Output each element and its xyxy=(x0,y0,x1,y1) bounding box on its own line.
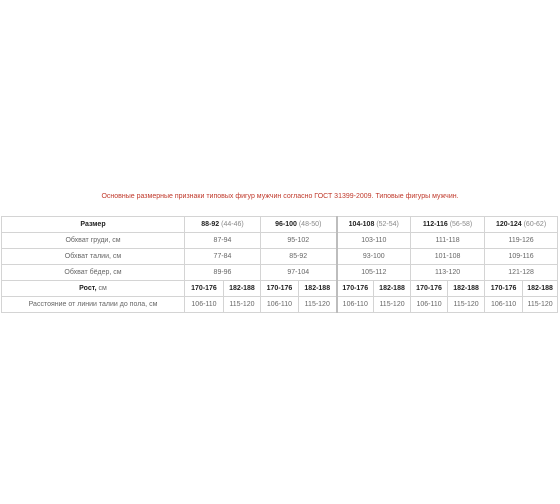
row-label: Рост, см xyxy=(2,281,185,297)
table-title: Основные размерные признаки типовых фигур мужчин согласно ГОСТ 31399-2009. Типовые фигуры мужчин. xyxy=(101,193,459,200)
size-table xyxy=(1,216,558,313)
table-cell: 170-176 xyxy=(261,281,299,297)
table-cell: 182-188 xyxy=(299,281,337,297)
table-cell: 109-116 xyxy=(485,249,558,265)
table-cell: 113-120 xyxy=(411,265,485,281)
size-header-cell: 104-108 (52-54) xyxy=(337,217,411,233)
row-label: Обхват талии, см xyxy=(2,249,185,265)
size-header-cell: 88-92 (44-46) xyxy=(185,217,261,233)
table-cell: 115-120 xyxy=(299,297,337,313)
table-cell: 77-84 xyxy=(185,249,261,265)
table-row-waist xyxy=(2,249,558,265)
table-cell: 182-188 xyxy=(448,281,485,297)
table-cell: 182-188 xyxy=(374,281,411,297)
table-cell: 170-176 xyxy=(185,281,224,297)
table-cell: 106-110 xyxy=(185,297,224,313)
table-cell: 115-120 xyxy=(523,297,558,313)
table-cell: 106-110 xyxy=(485,297,523,313)
table-cell: 87-94 xyxy=(185,233,261,249)
table-cell: 95-102 xyxy=(261,233,337,249)
table-cell: 119-126 xyxy=(485,233,558,249)
table-cell: 97-104 xyxy=(261,265,337,281)
size-header-cell: 96-100 (48-50) xyxy=(261,217,337,233)
size-header-cell: 120-124 (60-62) xyxy=(485,217,558,233)
table-cell: 111-118 xyxy=(411,233,485,249)
table-cell: 115-120 xyxy=(448,297,485,313)
table-cell: 170-176 xyxy=(485,281,523,297)
row-label: Обхват бёдер, см xyxy=(2,265,185,281)
row-label: Обхват груди, см xyxy=(2,233,185,249)
table-cell: 182-188 xyxy=(523,281,558,297)
table-cell: 105-112 xyxy=(337,265,411,281)
table-cell: 170-176 xyxy=(337,281,374,297)
table-cell: 170-176 xyxy=(411,281,448,297)
table-cell: 103-110 xyxy=(337,233,411,249)
table-cell: 115-120 xyxy=(374,297,411,313)
table-cell: 121-128 xyxy=(485,265,558,281)
table-cell: 106-110 xyxy=(337,297,374,313)
table-header-row xyxy=(2,217,558,233)
size-header-cell: 112-116 (56-58) xyxy=(411,217,485,233)
table-cell: 182-188 xyxy=(224,281,261,297)
table-cell: 85-92 xyxy=(261,249,337,265)
table-cell: 106-110 xyxy=(261,297,299,313)
table-row-leg xyxy=(2,297,558,313)
table-row-height xyxy=(2,281,558,297)
table-cell: 101-108 xyxy=(411,249,485,265)
row-label: Расстояние от линии талии до пола, см xyxy=(2,297,185,313)
table-cell: 115-120 xyxy=(224,297,261,313)
table-cell: 106-110 xyxy=(411,297,448,313)
table-row-hips xyxy=(2,265,558,281)
table-cell: 93-100 xyxy=(337,249,411,265)
table-cell: 89-96 xyxy=(185,265,261,281)
size-header-label: Размер xyxy=(2,217,185,233)
table-row-chest xyxy=(2,233,558,249)
